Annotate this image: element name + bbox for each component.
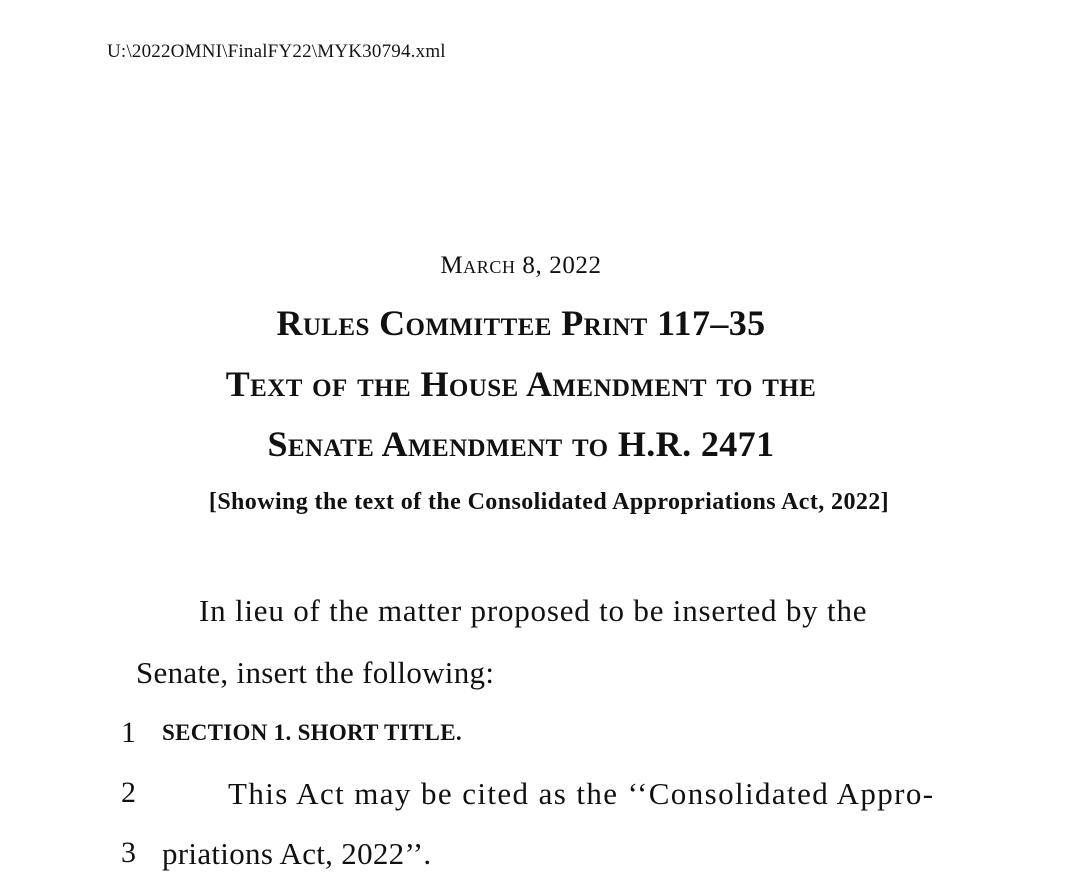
title-line-2: Text of the House Amendment to the xyxy=(225,364,817,404)
line-number-2: 2 xyxy=(121,776,136,809)
short-title-text-line-2: priations Act, 2022’’. xyxy=(162,836,432,871)
document-date: March 8, 2022 xyxy=(440,252,602,279)
title-line-1: Rules Committee Print 117–35 xyxy=(276,303,766,343)
section-heading: SECTION 1. SHORT TITLE. xyxy=(162,720,462,745)
title-line-3: Senate Amendment to H.R. 2471 xyxy=(267,424,775,464)
short-title-text-line-1: This Act may be cited as the ‘‘Consolidated Appro- xyxy=(228,776,935,811)
line-number-3: 3 xyxy=(121,836,136,869)
file-path-header: U:\2022OMNI\FinalFY22\MYK30794.xml xyxy=(107,41,446,62)
showing-note: [Showing the text of the Consolidated Appropriations Act, 2022] xyxy=(208,489,890,515)
intro-line-1: In lieu of the matter proposed to be inserted by the xyxy=(199,593,868,628)
line-number-1: 1 xyxy=(121,716,136,749)
intro-line-2: Senate, insert the following: xyxy=(136,655,495,690)
